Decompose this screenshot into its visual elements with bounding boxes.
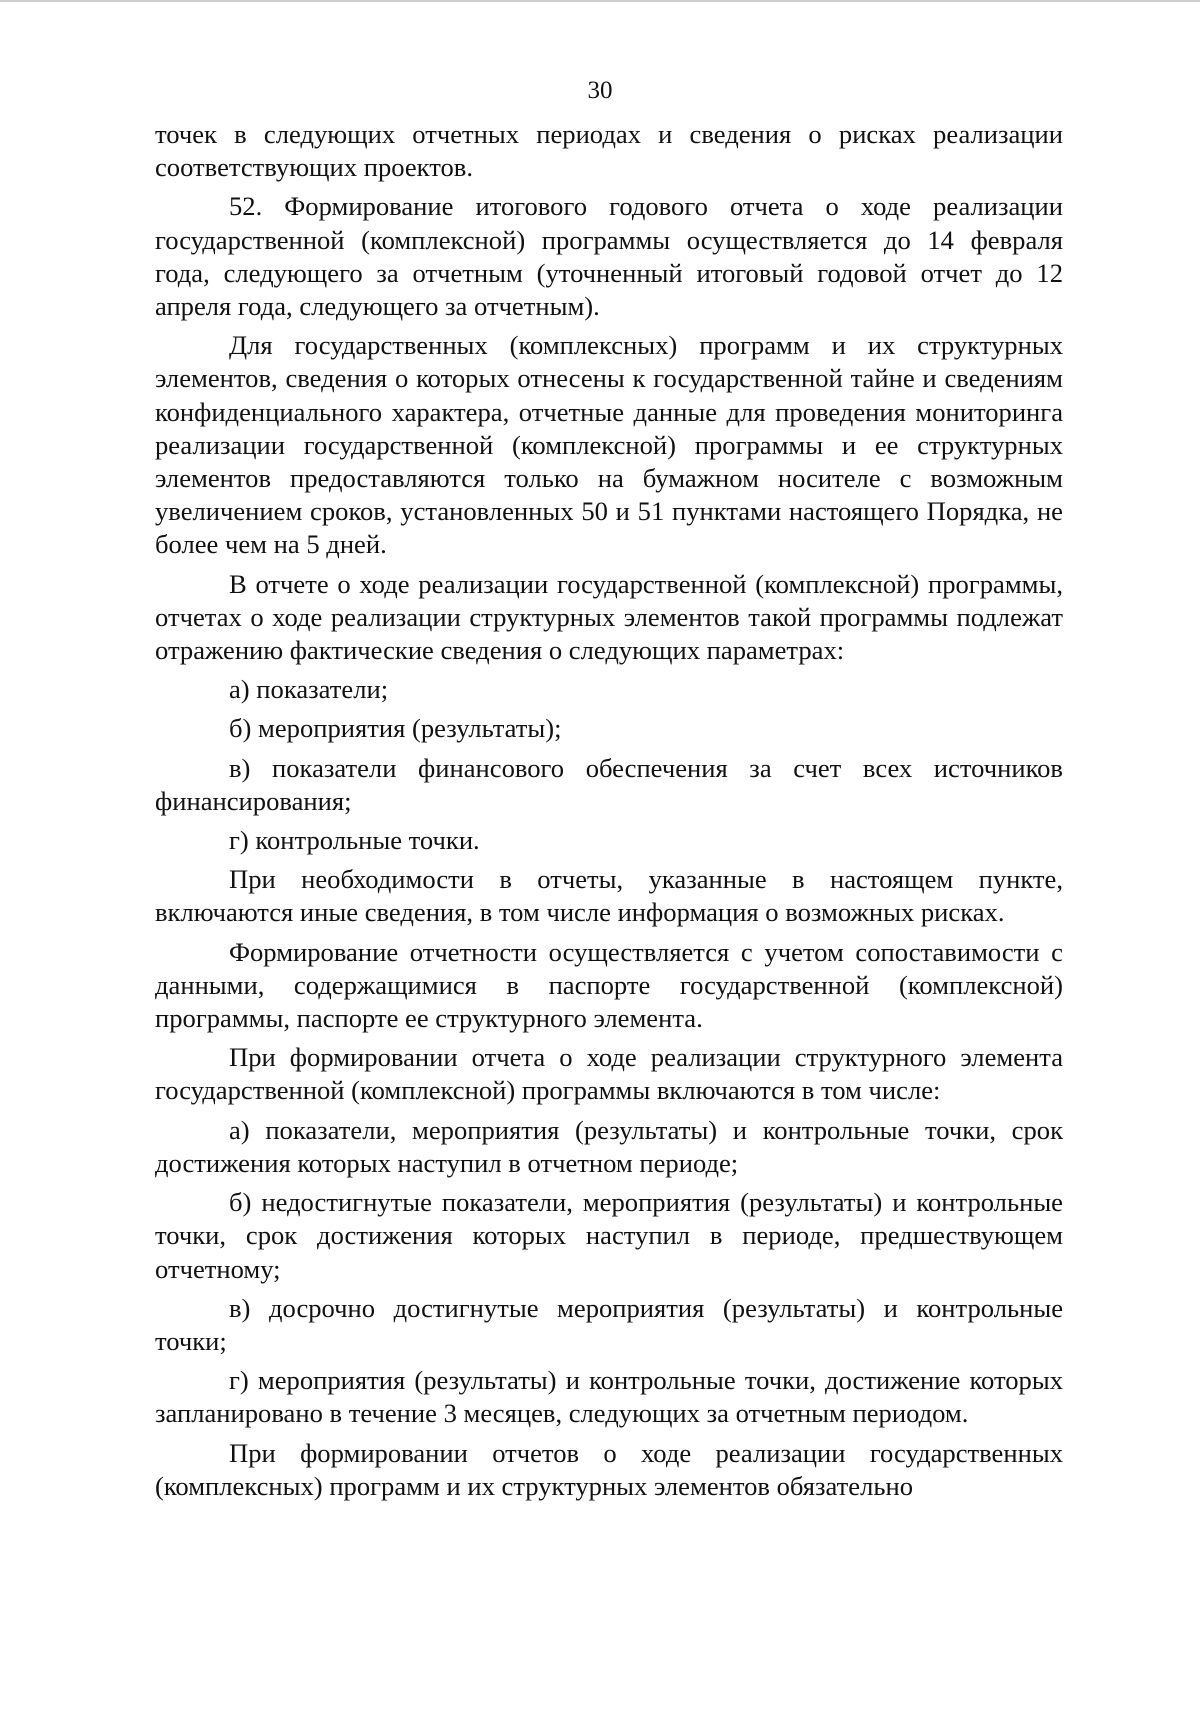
paragraph-structural-element-report: При формировании отчета о ходе реализации структурного элемента государственной (комплексной) программы включаются в том числе:: [155, 1042, 1063, 1106]
paragraph-reporting-comparability: Формирование отчетности осуществляется с учетом сопоставимости с данными, содержащимися в паспорте государственной (комплексной) программы, паспорте ее структурного элемента.: [155, 936, 1063, 1034]
list-item-v-financing: в) показатели финансового обеспечения за счет всех источников финансирования;: [155, 752, 1063, 816]
list-item-a-due-in-period: а) показатели, мероприятия (результаты) и контрольные точки, срок достижения которых наступил в отчетном периоде;: [155, 1114, 1063, 1178]
paragraph-continuation: точек в следующих отчетных периодах и сведения о рисках реализации соответствующих проектов.: [155, 119, 1063, 183]
paragraph-additional-info: При необходимости в отчеты, указанные в настоящем пункте, включаются иные сведения, в том числе информация о возможных рисках.: [155, 864, 1063, 928]
list-item-b-measures: б) мероприятия (результаты);: [229, 713, 562, 744]
paragraph-classified-programs: Для государственных (комплексных) программ и их структурных элементов, сведения о которых отнесены к государственной тайне и сведениям конфиденциального характера, отчетные данные для проведения мониторинга реализации государственной (комплексной) программы и ее структурных элементов предоставляются только на бумажном носителе с возможным увеличением сроков, установленных 50 и 51 пунктами настоящего Порядка, не более чем на 5 дней.: [155, 330, 1063, 560]
paragraph-report-parameters: В отчете о ходе реализации государственной (комплексной) программы, отчетах о ходе реализации структурных элементов такой программы подлежат отражению фактические сведения о следующих параметрах:: [155, 568, 1063, 666]
list-item-b-not-achieved: б) недостигнутые показатели, мероприятия (результаты) и контрольные точки, срок достижения которых наступил в периоде, предшествующем отчетному;: [155, 1187, 1063, 1284]
paragraph-final-continues: При формировании отчетов о ходе реализации государственных (комплексных) программ и их структурных элементов обязательно: [155, 1437, 1063, 1501]
document-body: [155, 118, 1063, 1505]
paragraph-item-52: 52. Формирование итогового годового отчета о ходе реализации государственной (комплексной) программы осуществляется до 14 февраля года, следующего за отчетным (уточненный итоговый годовой отчет до 12 апреля года, следующего за отчетным).: [155, 191, 1063, 322]
list-item-g-planned-next: г) мероприятия (результаты) и контрольные точки, достижение которых запланировано в течение 3 месяцев, следующих за отчетным периодом.: [155, 1365, 1063, 1429]
list-item-v-achieved-early: в) досрочно достигнутые мероприятия (результаты) и контрольные точки;: [155, 1292, 1063, 1356]
list-item-a-indicators: а) показатели;: [229, 674, 389, 705]
scan-top-edge: [0, 0, 1200, 2]
list-item-g-control-points: г) контрольные точки.: [229, 825, 480, 856]
page-number: 30: [587, 77, 613, 104]
